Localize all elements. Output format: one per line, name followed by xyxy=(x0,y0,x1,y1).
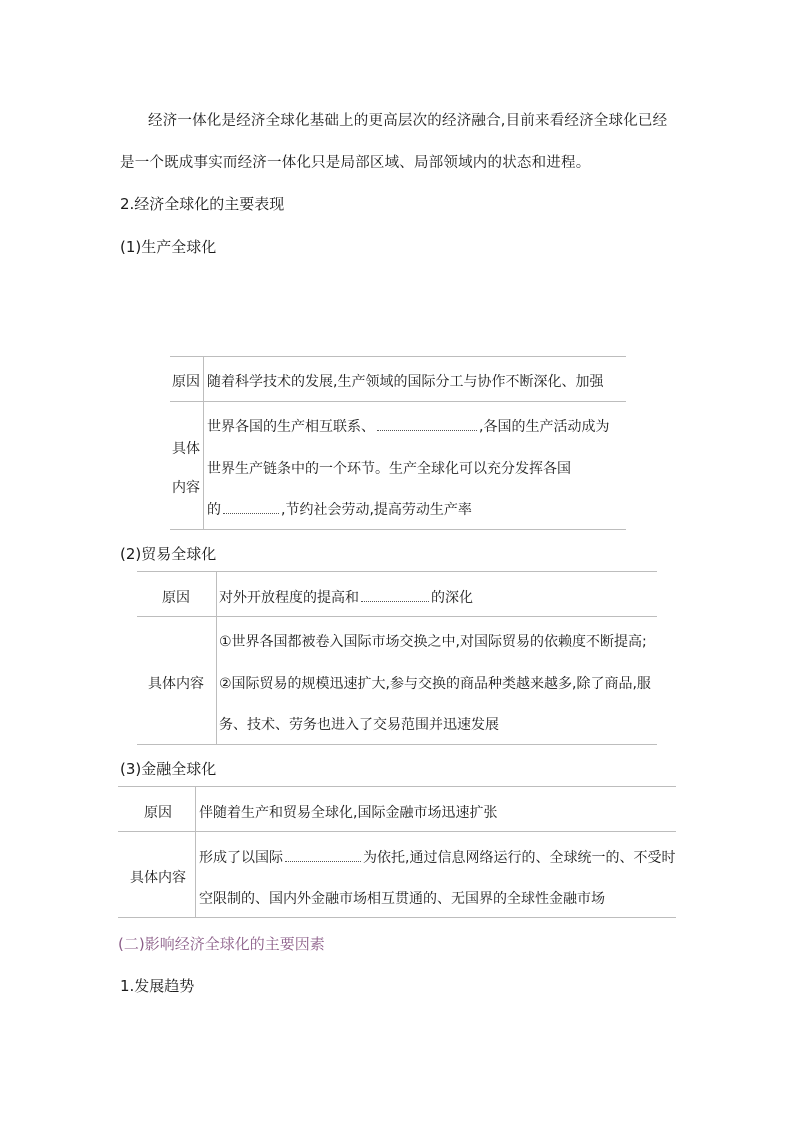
finance-reason-text: 伴随着生产和贸易全球化,国际金融市场迅速扩张 xyxy=(199,805,498,821)
section-2-heading: 2.经济全球化的主要表现 xyxy=(120,195,285,213)
finance-content-line-2: 空限制的、国内外金融市场相互贯通的、无国界的全球性金融市场 xyxy=(199,891,605,907)
fill-blank[interactable] xyxy=(285,847,361,862)
finance-heading: (3)金融全球化 xyxy=(120,760,217,778)
fill-blank[interactable] xyxy=(223,499,279,514)
production-content-label-2: 内容 xyxy=(172,480,200,496)
production-content-label-1: 具体 xyxy=(172,441,200,457)
production-reason-label: 原因 xyxy=(172,374,200,390)
production-content-line-2: 世界生产链条中的一个环节。生产全球化可以充分发挥各国 xyxy=(207,461,571,477)
trade-heading: (2)贸易全球化 xyxy=(120,545,217,563)
factors-section-heading: (二)影响经济全球化的主要因素 xyxy=(118,935,325,953)
finance-reason-label: 原因 xyxy=(144,805,172,821)
trade-reason-text: 对外开放程度的提高和 的深化 xyxy=(219,587,473,607)
intro-line-1: 经济一体化是经济全球化基础上的更高层次的经济融合,目前来看经济全球化已经 xyxy=(148,113,668,129)
production-content-line-1: 世界各国的生产相互联系、 ,各国的生产活动成为 xyxy=(207,416,609,436)
trade-reason-label: 原因 xyxy=(162,590,190,606)
production-reason-text: 随着科学技术的发展,生产领域的国际分工与协作不断深化、加强 xyxy=(207,374,604,390)
trade-content-label: 具体内容 xyxy=(148,676,204,692)
fill-blank[interactable] xyxy=(361,587,429,602)
production-heading: (1)生产全球化 xyxy=(120,238,217,256)
fill-blank[interactable] xyxy=(377,416,477,431)
trade-content-line-1: ①世界各国都被卷入国际市场交换之中,对国际贸易的依赖度不断提高; xyxy=(219,634,647,650)
intro-line-2: 是一个既成事实而经济一体化只是局部区域、局部领域内的状态和进程。 xyxy=(120,155,591,171)
trade-content-line-3: 务、技术、劳务也进入了交易范围并迅速发展 xyxy=(219,717,499,733)
finance-content-line-1: 形成了以国际 为依托,通过信息网络运行的、全球统一的、不受时 xyxy=(199,847,675,867)
trade-content-line-2: ②国际贸易的规模迅速扩大,参与交换的商品种类越来越多,除了商品,服 xyxy=(219,676,651,692)
production-content-line-3: 的 ,节约社会劳动,提高劳动生产率 xyxy=(207,499,472,519)
finance-content-label: 具体内容 xyxy=(130,870,186,886)
trend-heading: 1.发展趋势 xyxy=(120,977,195,995)
